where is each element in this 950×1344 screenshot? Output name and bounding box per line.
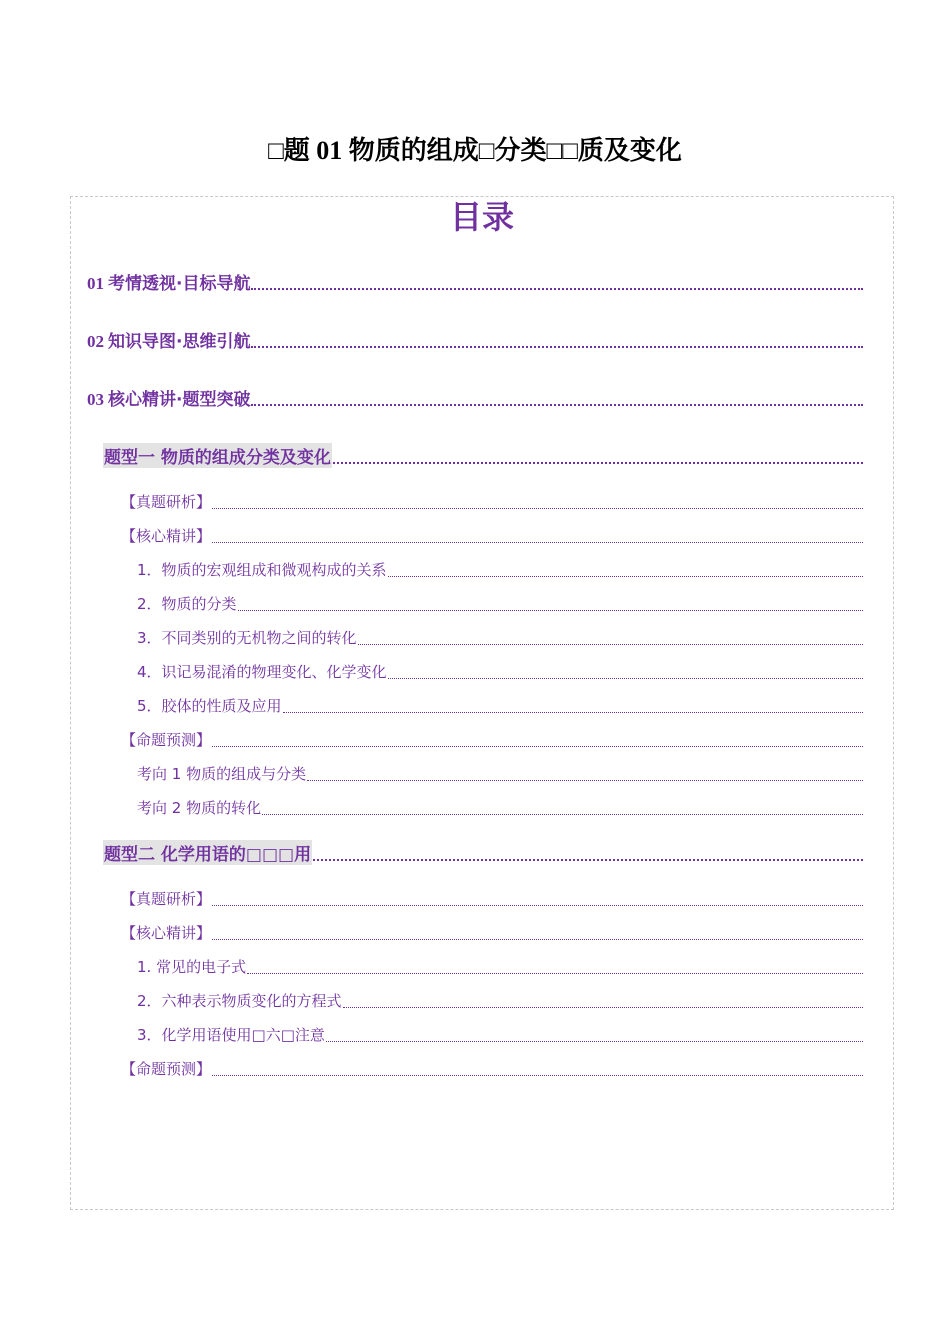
toc-entry-label: 3．不同类别的无机物之间的转化 — [137, 629, 357, 647]
toc-type1-point-3[interactable] — [137, 627, 863, 648]
dot-leader — [212, 905, 863, 906]
toc-type-label: 题型一 物质的组成分类及变化 — [103, 443, 332, 468]
toc-entry-label: 1．物质的宏观组成和微观构成的关系 — [137, 561, 387, 579]
dot-leader — [251, 404, 863, 406]
toc-type2-point-2[interactable] — [137, 990, 863, 1011]
dot-leader — [247, 973, 863, 974]
toc-section-01[interactable] — [87, 269, 863, 294]
toc-entry-label: 【命题预测】 — [121, 1060, 212, 1078]
toc-entry-label: 3．化学用语使用□六□注意 — [137, 1026, 325, 1044]
toc-entry-label: 1. 常见的电子式 — [137, 958, 247, 976]
toc-section-label: 考情透视·目标导航 — [108, 274, 251, 294]
toc-section-03[interactable] — [87, 385, 863, 410]
dot-leader — [388, 678, 863, 679]
toc-type2-core[interactable] — [121, 922, 863, 943]
toc-type2-point-3[interactable] — [137, 1024, 863, 1045]
dot-leader — [358, 644, 863, 645]
dot-leader — [212, 746, 863, 747]
toc-type2-point-1[interactable] — [137, 956, 863, 977]
toc-entry-label: 考向 2 物质的转化 — [137, 799, 262, 817]
toc-entry-label: 4．识记易混淆的物理变化、化学变化 — [137, 663, 387, 681]
dot-leader — [212, 508, 863, 509]
toc-type1-point-2[interactable] — [137, 593, 863, 614]
toc-heading: 目录 — [449, 198, 514, 236]
toc-type1-prediction[interactable] — [121, 729, 863, 750]
toc-type1-direction-1[interactable] — [137, 763, 863, 784]
dot-leader — [212, 939, 863, 940]
toc-type2-prediction[interactable] — [121, 1058, 863, 1079]
toc-type1-point-5[interactable] — [137, 695, 863, 716]
dot-leader — [388, 576, 863, 577]
dot-leader — [212, 1075, 863, 1076]
toc-section-label: 知识导图·思维引航 — [108, 332, 251, 352]
dot-leader — [251, 346, 863, 348]
toc-type-1[interactable] — [103, 443, 863, 468]
toc-section-number: 03 — [87, 390, 104, 409]
dot-leader — [326, 1041, 863, 1042]
dot-leader — [283, 712, 863, 713]
dot-leader — [262, 814, 863, 815]
document-title: □题 01 物质的组成□分类□□质及变化 — [268, 136, 682, 165]
table-of-contents — [70, 196, 894, 1210]
toc-section-02[interactable] — [87, 327, 863, 352]
toc-entry-label: 【命题预测】 — [121, 731, 212, 749]
toc-type-2[interactable] — [103, 840, 863, 865]
toc-type-label: 题型二 化学用语的□□□用 — [103, 840, 312, 865]
toc-type1-point-1[interactable] — [137, 559, 863, 580]
toc-entry-label: 【真题研析】 — [121, 890, 212, 908]
toc-entry-label: 考向 1 物质的组成与分类 — [137, 765, 307, 783]
toc-entry-label: 【真题研析】 — [121, 493, 212, 511]
toc-entry-label: 2．物质的分类 — [137, 595, 237, 613]
dot-leader — [313, 859, 863, 861]
toc-entry-label: 【核心精讲】 — [121, 527, 212, 545]
toc-type1-point-4[interactable] — [137, 661, 863, 682]
toc-entry-label: 5．胶体的性质及应用 — [137, 697, 282, 715]
dot-leader — [212, 542, 863, 543]
toc-section-number: 01 — [87, 274, 104, 293]
toc-entry-label: 【核心精讲】 — [121, 924, 212, 942]
dot-leader — [343, 1007, 863, 1008]
toc-type1-core[interactable] — [121, 525, 863, 546]
toc-section-number: 02 — [87, 332, 104, 351]
toc-section-label: 核心精讲·题型突破 — [108, 390, 251, 410]
toc-type1-direction-2[interactable] — [137, 797, 863, 818]
toc-entry-label: 2．六种表示物质变化的方程式 — [137, 992, 342, 1010]
dot-leader — [238, 610, 863, 611]
dot-leader — [251, 288, 863, 290]
dot-leader — [307, 780, 863, 781]
dot-leader — [333, 462, 863, 464]
toc-type2-research[interactable] — [121, 888, 863, 909]
toc-type1-research[interactable] — [121, 491, 863, 512]
